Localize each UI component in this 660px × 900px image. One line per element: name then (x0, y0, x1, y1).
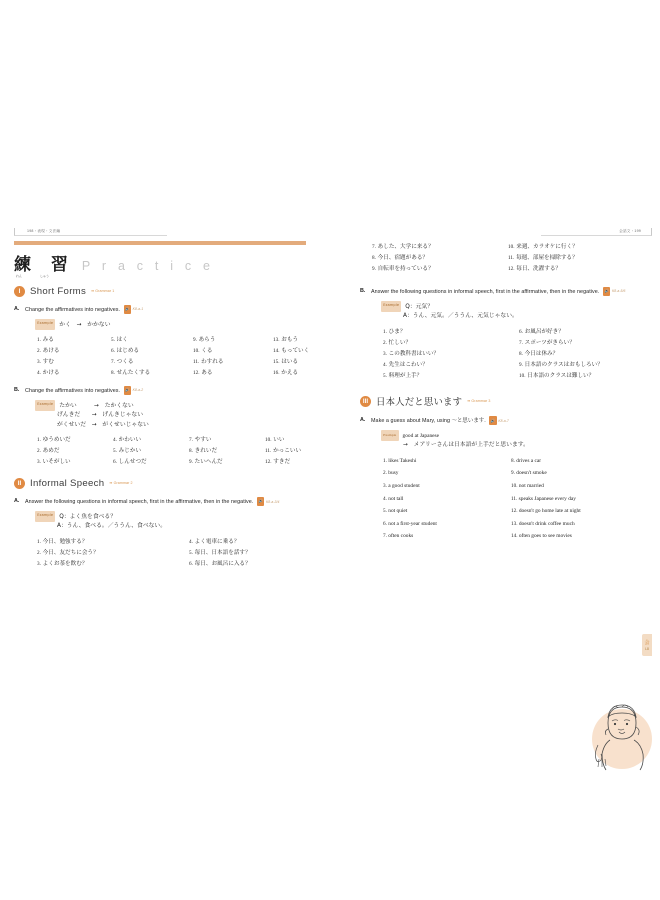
part-instruction (371, 287, 660, 296)
item-text: 毎日、日本語を話す？ (194, 549, 251, 556)
item-text: doesn't smoke (516, 470, 547, 477)
audio-icon[interactable]: 🔊 (489, 416, 497, 425)
part-i-b (14, 386, 336, 467)
list-item: 1. みる (37, 337, 54, 344)
banner-rule (14, 241, 306, 245)
instruction-text: Change the affirmatives into negatives. (25, 306, 121, 313)
example-line (381, 430, 660, 441)
item-text: a good student (388, 483, 420, 490)
item-text: ある (201, 370, 213, 377)
list-item: 1. ゆうめいだ (37, 437, 71, 444)
grammar-reference-link[interactable]: ➡ Grammar 1 (91, 288, 115, 293)
section-number-badge: II (14, 478, 25, 489)
section-title: 日本人だと思います (376, 397, 463, 409)
item-text: busy (388, 470, 399, 477)
item-text: 料理が上手？ (388, 372, 423, 379)
list-item: 4. よく電車に乗る？ (189, 538, 240, 545)
list-item: 14. often goes to see movies (511, 533, 572, 540)
list-item: 4. かける (37, 370, 60, 377)
example-line: がくせいだ → がくせいじゃない (57, 421, 149, 428)
section-heading (14, 478, 336, 489)
item-text: あした、大学に来る？ (377, 244, 434, 250)
illustration-person (578, 683, 656, 775)
list-item: 11. 毎週、部屋を掃除する？ (508, 255, 578, 261)
list-item: 4. 先生はこわい？ (383, 361, 428, 368)
grammar-reference-link[interactable]: ➡ Grammar 3 (467, 398, 491, 403)
item-text: かっこいい (273, 448, 302, 455)
list-item: 10. いい (265, 437, 285, 444)
item-text: doesn't drink coffee much (518, 520, 575, 527)
item-text: いい (273, 437, 285, 444)
item-text: もっていく (281, 348, 310, 355)
item-text: not married (518, 483, 544, 490)
list-item: 11. speaks Japanese every day (511, 495, 576, 502)
example-block (25, 400, 337, 431)
part-instruction (25, 497, 339, 506)
item-text: かえる (281, 370, 299, 377)
list-item: 3. いそがしい (37, 459, 71, 466)
list-item: 13. doesn't drink coffee much (511, 520, 575, 527)
item-text: 今日は休み？ (524, 350, 559, 357)
list-item: 10. 来週、カラオケに行く？ (508, 244, 578, 250)
item-text: しんせつだ (118, 459, 147, 466)
item-text: ゆうめいだ (42, 437, 71, 444)
list-item: 8. きれいだ (189, 448, 218, 455)
item-text: often cooks (388, 533, 414, 540)
item-text: はく (116, 337, 128, 344)
list-item: 9. たいへんだ (189, 459, 223, 466)
section-heading (14, 286, 336, 297)
part-letter: A. (360, 417, 366, 424)
part-ii-a (14, 497, 336, 569)
list-item: 7. やすい (189, 437, 212, 444)
list-item: 7. スポーツがきらい？ (519, 339, 575, 346)
part-instruction (25, 305, 353, 314)
item-text: はいる (281, 359, 299, 366)
list-item: 6. しんせつだ (113, 459, 147, 466)
item-text: 自転車を持っている？ (377, 266, 434, 272)
item-text: often goes to see movies (518, 533, 572, 540)
list-item: 7. つくる (111, 359, 134, 366)
list-item: 10. くる (193, 348, 213, 355)
example-text: たかい → たかくない (59, 402, 134, 409)
example-tag: Example (381, 301, 401, 312)
item-text: かわいい (118, 437, 142, 444)
list-item: 11. かっこいい (265, 448, 302, 455)
exercise-items-ii-a-right (360, 243, 652, 274)
instruction-text: Answer the following questions in informal speech, first in the affirmative, then in the negative. (371, 288, 600, 295)
exercise-items-iii-a (371, 457, 660, 542)
list-item: 8. 今日は休み？ (519, 350, 559, 357)
list-item: 8. 今日、宿題がある？ (372, 255, 429, 261)
audio-track-label: K8-a-5/6 (611, 289, 626, 294)
list-item: 3. すむ (37, 359, 54, 366)
list-item: 5. 毎日、日本語を話す？ (189, 549, 251, 556)
item-text: 今日、宿題がある？ (377, 255, 429, 261)
audio-track-label: K8-a-3/4 (265, 499, 280, 504)
list-item: 10. not married (511, 483, 544, 490)
example-block (371, 301, 660, 322)
part-i-a (14, 305, 336, 378)
list-item: 8. せんたくする (111, 370, 151, 377)
running-head-right: 会話文・199 (541, 228, 652, 236)
audio-icon[interactable]: 🔊 (257, 497, 265, 506)
list-item: 12. 毎日、洗濯する？ (508, 266, 562, 272)
item-text: お風呂が好き？ (524, 328, 564, 335)
exercise-items-ii-b (371, 328, 660, 381)
example-line (35, 511, 339, 523)
list-item: 5. not quiet (383, 508, 408, 515)
chapter-thumb-tab (642, 634, 652, 656)
item-text: 毎週、部屋を掃除する？ (516, 255, 578, 261)
list-item: 7. often cooks (383, 533, 414, 540)
list-item: 2. あめだ (37, 448, 60, 455)
audio-track-label: K8-a-1 (132, 307, 144, 312)
example-tag: Example (381, 430, 399, 441)
item-text: この教科書はいい？ (388, 350, 440, 357)
section-short-forms (14, 286, 336, 467)
list-item: 3. a good student (383, 483, 420, 490)
item-text: くる (201, 348, 213, 355)
item-text: みる (42, 337, 54, 344)
part-instruction (371, 416, 660, 425)
example-line (381, 301, 660, 313)
item-text: おもう (281, 337, 299, 344)
part-iii-a (360, 416, 652, 542)
item-text: あらう (198, 337, 216, 344)
list-item: 9. 自転車を持っている？ (372, 266, 434, 272)
item-text: つくる (116, 359, 134, 366)
part-instruction (25, 386, 337, 395)
item-text: すきだ (273, 459, 291, 466)
list-item: 15. はいる (273, 359, 299, 366)
left-page (14, 228, 336, 568)
running-head-left: 198・表現・文法編 (14, 228, 167, 236)
item-text: speaks Japanese every day (518, 495, 576, 502)
example-tag: Example (35, 400, 55, 411)
item-text: 忙しい？ (388, 339, 412, 346)
item-text: 毎日、お風呂に入る？ (194, 560, 251, 567)
list-item: 11. わすれる (193, 359, 224, 366)
thumb-tab-glyph: 会 (644, 640, 650, 646)
item-text: いそがしい (42, 459, 71, 466)
item-text: 先生はこわい？ (388, 361, 428, 368)
practice-banner (14, 249, 336, 278)
example-line: A：うん、食べる。／ううん、食べない。 (57, 523, 167, 530)
list-item: 12. doesn't go home late at night (511, 508, 581, 515)
list-item: 1. likes Takeshi (383, 457, 417, 464)
item-text: 今日、友だちに会う？ (42, 549, 99, 556)
item-text: 今日、勉強する？ (42, 538, 88, 545)
example-line: → メアリーさんは日本語が上手だと思います。 (403, 442, 529, 449)
example-block (25, 319, 353, 331)
example-text: Q：よく魚を食べる？ (59, 513, 117, 520)
list-item: 16. かえる (273, 370, 299, 377)
example-text: good at Japanese (402, 432, 440, 439)
part-ii-b (360, 287, 652, 381)
list-item: 4. not tall (383, 495, 404, 502)
part-letter: B. (360, 287, 366, 294)
item-text: きれいだ (194, 448, 218, 455)
list-item: 9. doesn't smoke (511, 470, 547, 477)
list-item: 12. ある (193, 370, 213, 377)
list-item: 9. 日本語のクラスはおもしろい？ (519, 361, 603, 368)
list-item: 2. あける (37, 348, 60, 355)
item-text: たいへんだ (194, 459, 223, 466)
audio-icon[interactable]: 🔊 (124, 386, 132, 395)
item-text: みじかい (118, 448, 142, 455)
item-text: 来週、カラオケに行く？ (516, 244, 578, 250)
list-item: 2. 今日、友だちに会う？ (37, 549, 99, 556)
item-text: あける (42, 348, 60, 355)
example-text: かく → かかない (59, 321, 111, 328)
instruction-text: Make a guess about Mary, using 〜と思います. (371, 417, 486, 424)
example-line (35, 319, 353, 331)
audio-icon[interactable]: 🔊 (603, 287, 611, 296)
part-letter: A. (14, 497, 20, 504)
item-text: likes Takeshi (388, 457, 417, 464)
item-text: わすれる (201, 359, 224, 366)
exercise-items-i-a (25, 336, 353, 378)
item-text: 日本語のクラスは難しい？ (527, 372, 595, 379)
list-item: 5. みじかい (113, 448, 142, 455)
thumb-tab-label: L8 (645, 647, 649, 651)
item-text: スポーツがきらい？ (524, 339, 575, 346)
list-item: 3. よくお茶を飲む？ (37, 560, 88, 567)
item-text: すむ (42, 359, 54, 366)
part-letter: A. (14, 305, 20, 312)
list-item: 8. drives a car (511, 457, 542, 464)
item-text: not quiet (388, 508, 408, 515)
example-tag: Example (35, 319, 55, 330)
list-item: 1. 今日、勉強する？ (37, 538, 88, 545)
audio-track-label: K8-a-2 (132, 388, 144, 393)
right-page (360, 228, 652, 651)
example-text: Q：元気？ (405, 303, 434, 310)
item-text: あめだ (42, 448, 60, 455)
audio-icon[interactable]: 🔊 (124, 305, 132, 314)
list-item: 9. あらう (193, 337, 216, 344)
list-item: 1. ひま？ (383, 328, 406, 335)
item-text: はじめる (116, 348, 140, 355)
section-informal-speech (14, 478, 336, 569)
list-item: 5. はく (111, 337, 128, 344)
exercise-items-ii-a-left (25, 538, 339, 569)
list-item: 6. not a first-year student (383, 520, 437, 527)
list-item: 2. busy (383, 470, 399, 477)
list-item: 14. もっていく (273, 348, 310, 355)
item-text: not a first-year student (388, 520, 437, 527)
section-number-badge: III (360, 396, 371, 407)
section-title: Short Forms (30, 285, 87, 297)
item-text: drives a car (516, 457, 542, 464)
list-item: 13. おもう (273, 337, 299, 344)
item-text: かける (42, 370, 60, 377)
section-title: Informal Speech (30, 477, 105, 489)
example-block (25, 511, 339, 532)
item-text: ひま？ (388, 328, 406, 335)
instruction-text: Answer the following questions in informal speech, first in the affirmative, then in the negative. (25, 498, 254, 505)
list-item: 10. 日本語のクラスは難しい？ (519, 372, 595, 379)
part-letter: B. (14, 386, 20, 393)
example-line: A：うん、元気。／ううん、元気じゃない。 (403, 313, 518, 320)
exercise-items-i-b (25, 436, 337, 467)
list-item: 6. 毎日、お風呂に入る？ (189, 560, 251, 567)
practice-ruby-right: しゅう (40, 273, 50, 278)
list-item: 5. 料理が上手？ (383, 372, 423, 379)
list-item: 6. お風呂が好き？ (519, 328, 564, 335)
section-to-omoimasu (360, 394, 652, 542)
example-tag: Example (35, 511, 55, 522)
practice-english: P r a c t i c e (81, 258, 215, 273)
item-text: 毎日、洗濯する？ (516, 266, 562, 272)
list-item: 7. あした、大学に来る？ (372, 244, 434, 250)
list-item: 2. 忙しい？ (383, 339, 412, 346)
section-number-badge: I (14, 286, 25, 297)
audio-track-label: K8-a-7 (498, 418, 509, 423)
item-text: せんたくする (116, 370, 151, 377)
list-item: 6. はじめる (111, 348, 140, 355)
item-text: やすい (194, 437, 212, 444)
example-block (371, 430, 660, 451)
item-text: not tall (388, 495, 404, 502)
example-line (35, 400, 337, 412)
item-text: よく電車に乗る？ (194, 538, 240, 545)
item-text: doesn't go home late at night (518, 508, 581, 515)
list-item: 4. かわいい (113, 437, 142, 444)
item-text: よくお茶を飲む？ (42, 560, 88, 567)
example-line: げんきだ → げんきじゃない (57, 412, 144, 419)
item-text: 日本語のクラスはおもしろい？ (524, 361, 603, 368)
section-heading (360, 394, 652, 408)
list-item: 12. すきだ (265, 459, 291, 466)
practice-ruby-left: れん (16, 273, 23, 278)
instruction-text: Change the affirmatives into negatives. (25, 387, 121, 394)
practice-kanji: 練 習 (14, 254, 75, 275)
grammar-reference-link[interactable]: ➡ Grammar 2 (109, 480, 133, 485)
list-item: 3. この教科書はいい？ (383, 350, 440, 357)
